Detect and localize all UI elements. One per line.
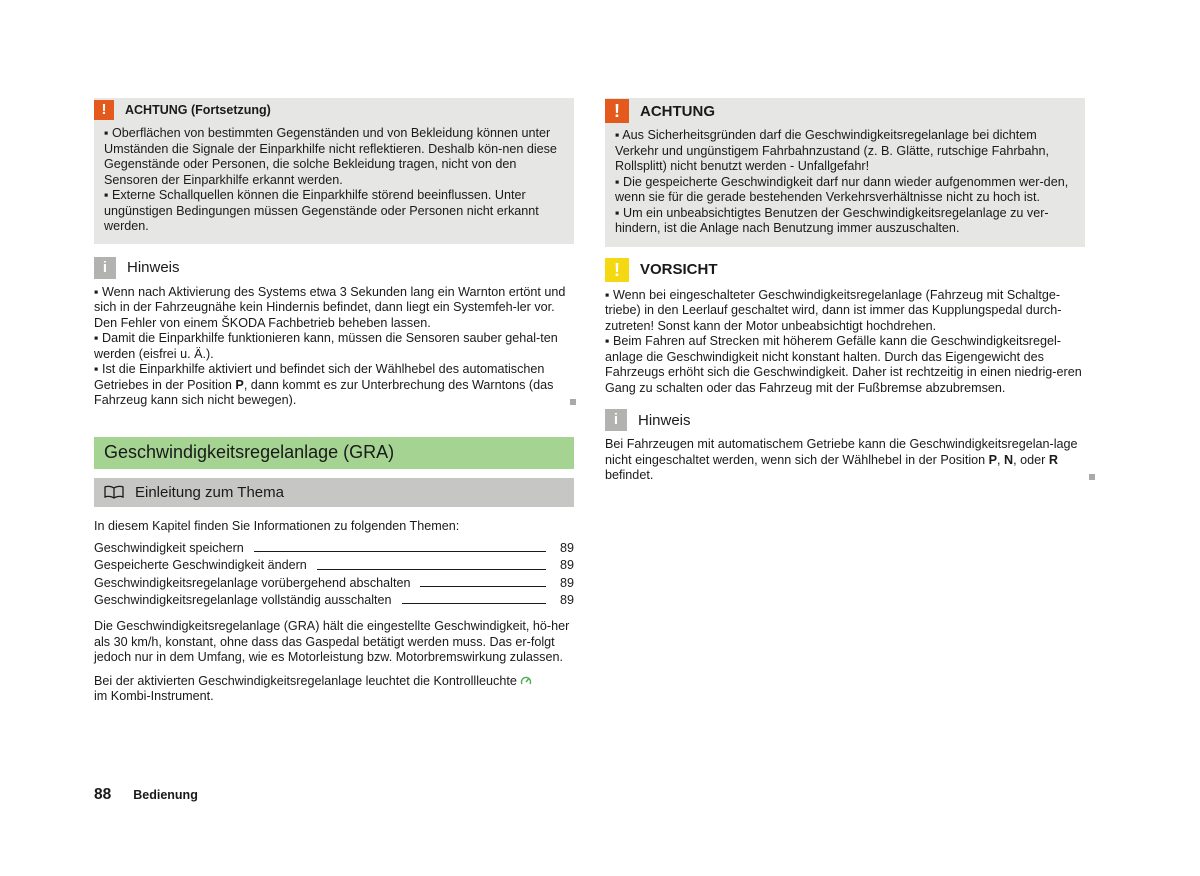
warning-item: ▪ Aus Sicherheitsgründen darf die Geschwindigkeitsregelanlage bei dichtem Verkehr und ungünstigem Fahrbahnzustand (z. B. Glätte, rutschige Fahrbahn, Rollsplitt) nicht benutzt werden - Unfallgefahr! bbox=[615, 128, 1075, 175]
warning-item: ▪ Um ein unbeabsichtigtes Benutzen der Geschwindigkeitsregelanlage zu ver-hindern, ist die Anlage nach Benutzung immer auszuschalten. bbox=[615, 206, 1075, 237]
section-name: Bedienung bbox=[133, 788, 198, 802]
warning-item: ▪ Die gespeicherte Geschwindigkeit darf nur dann wieder aufgenommen wer-den, wenn sie für die gerade bestehenden Verkehrsverhältnisse nicht zu hoch ist. bbox=[615, 175, 1075, 206]
cruise-control-lamp-icon bbox=[520, 675, 532, 687]
gra-description: Die Geschwindigkeitsregelanlage (GRA) hält die eingestellte Geschwindigkeit, hö-her als 30 km/h, konstant, ohne dass das Gaspedal betätigt werden muss. Das er-folgt jedoch nur in dem Umfang, wie es Motorleistung bzw. Motorbremswirkung zulassen. bbox=[94, 619, 570, 665]
chapter-title: Geschwindigkeitsregelanlage (GRA) bbox=[94, 437, 574, 469]
exclamation-icon: ! bbox=[605, 258, 629, 282]
caution-title: VORSICHT bbox=[640, 261, 718, 278]
exclamation-icon: ! bbox=[94, 100, 114, 120]
warning-box bbox=[605, 98, 1085, 247]
toc-row[interactable]: Geschwindigkeit speichern 89 bbox=[94, 541, 574, 555]
warning-continued-box bbox=[94, 98, 574, 244]
note-text: Bei Fahrzeugen mit automatischem Getriebe kann die Geschwindigkeitsregelan-lage nicht eingeschaltet werden, wenn sich der Wählhebel in der Position P, N, oder R befindet. bbox=[605, 437, 1078, 482]
section-end-mark bbox=[570, 399, 576, 405]
caution-item: ▪ Beim Fahren auf Strecken mit höherem Gefälle kann die Geschwindigkeitsregel-anlage die Geschwindigkeit nicht konstant halten. Durch das Eigengewicht des Fahrzeugs erhöht sich die Geschwindigkeit. Daher ist rechtzeitig in einen niedrig-eren Gang zu schalten oder das Fahrzeug mit der Fußbremse abzubremsen. bbox=[605, 334, 1085, 396]
note-item: ▪ Wenn nach Aktivierung des Systems etwa 3 Sekunden lang ein Warnton ertönt und sich in der Fahrzeugnähe kein Hindernis befindet, dann liegt ein Systemfeh-ler vor. Den Fehler von einem ŠKODA Fachbetrieb beheben lassen. bbox=[94, 285, 574, 332]
info-icon: i bbox=[605, 409, 627, 431]
note-item: ▪ Damit die Einparkhilfe funktionieren kann, müssen die Sensoren sauber gehal-ten werden (eisfrei u. Ä.). bbox=[94, 331, 574, 362]
intro-text: In diesem Kapitel finden Sie Informationen zu folgenden Themen: bbox=[94, 518, 460, 533]
warning-item: ▪ Oberflächen von bestimmten Gegenständen und von Bekleidung können unter Umständen die Signale der Einparkhilfe nicht reflektieren. Deshalb kön-nen diese Gegenstände oder Personen, die solche Bekleidung tragen, nicht von den Sensoren der Einparkhilfe erkannt werden. bbox=[104, 126, 564, 188]
open-book-icon bbox=[104, 485, 124, 499]
caution-item: ▪ Wenn bei eingeschalteter Geschwindigkeitsregelanlage (Fahrzeug mit Schaltge-triebe) in den Leerlauf geschaltet wird, dann ist immer das Kupplungspedal durch-zutreten! Sonst kann der Motor unbeabsichtigt hochdrehen. bbox=[605, 288, 1085, 335]
info-icon: i bbox=[94, 257, 116, 279]
note-title: Hinweis bbox=[638, 411, 691, 429]
page-number: 88 bbox=[94, 786, 112, 803]
warning-continued-title: ACHTUNG (Fortsetzung) bbox=[125, 103, 271, 117]
page-footer bbox=[94, 786, 198, 804]
left-column bbox=[94, 98, 574, 705]
toc-row[interactable]: Geschwindigkeitsregelanlage vollständig ausschalten 89 bbox=[94, 592, 574, 607]
section-end-mark bbox=[1089, 474, 1095, 480]
note-title: Hinweis bbox=[127, 259, 180, 276]
toc-row[interactable]: Gespeicherte Geschwindigkeit ändern 89 bbox=[94, 558, 574, 573]
indicator-text: Bei der aktivierten Geschwindigkeitsregelanlage leuchtet die Kontrollleuchte im Kombi-Instrument. bbox=[94, 674, 574, 705]
warning-item: ▪ Externe Schallquellen können die Einparkhilfe störend beeinflussen. Unter ungünstigen Bedingungen müssen Gegenstände oder Personen nicht erkannt werden. bbox=[104, 188, 564, 235]
toc-row[interactable]: Geschwindigkeitsregelanlage vorübergehend abschalten 89 bbox=[94, 575, 574, 590]
warning-title: ACHTUNG bbox=[640, 102, 715, 120]
intro-title: Einleitung zum Thema bbox=[135, 483, 284, 501]
exclamation-icon: ! bbox=[605, 99, 629, 123]
note-item: ▪ Ist die Einparkhilfe aktiviert und befindet sich der Wählhebel des automatischen Getriebes in der Position P, dann kommt es zur Unterbrechung des Warntons (das Fahrzeug kann sich nicht bewegen). bbox=[94, 362, 574, 409]
right-column bbox=[605, 98, 1085, 484]
intro-header bbox=[94, 478, 574, 507]
topic-list bbox=[94, 540, 574, 609]
